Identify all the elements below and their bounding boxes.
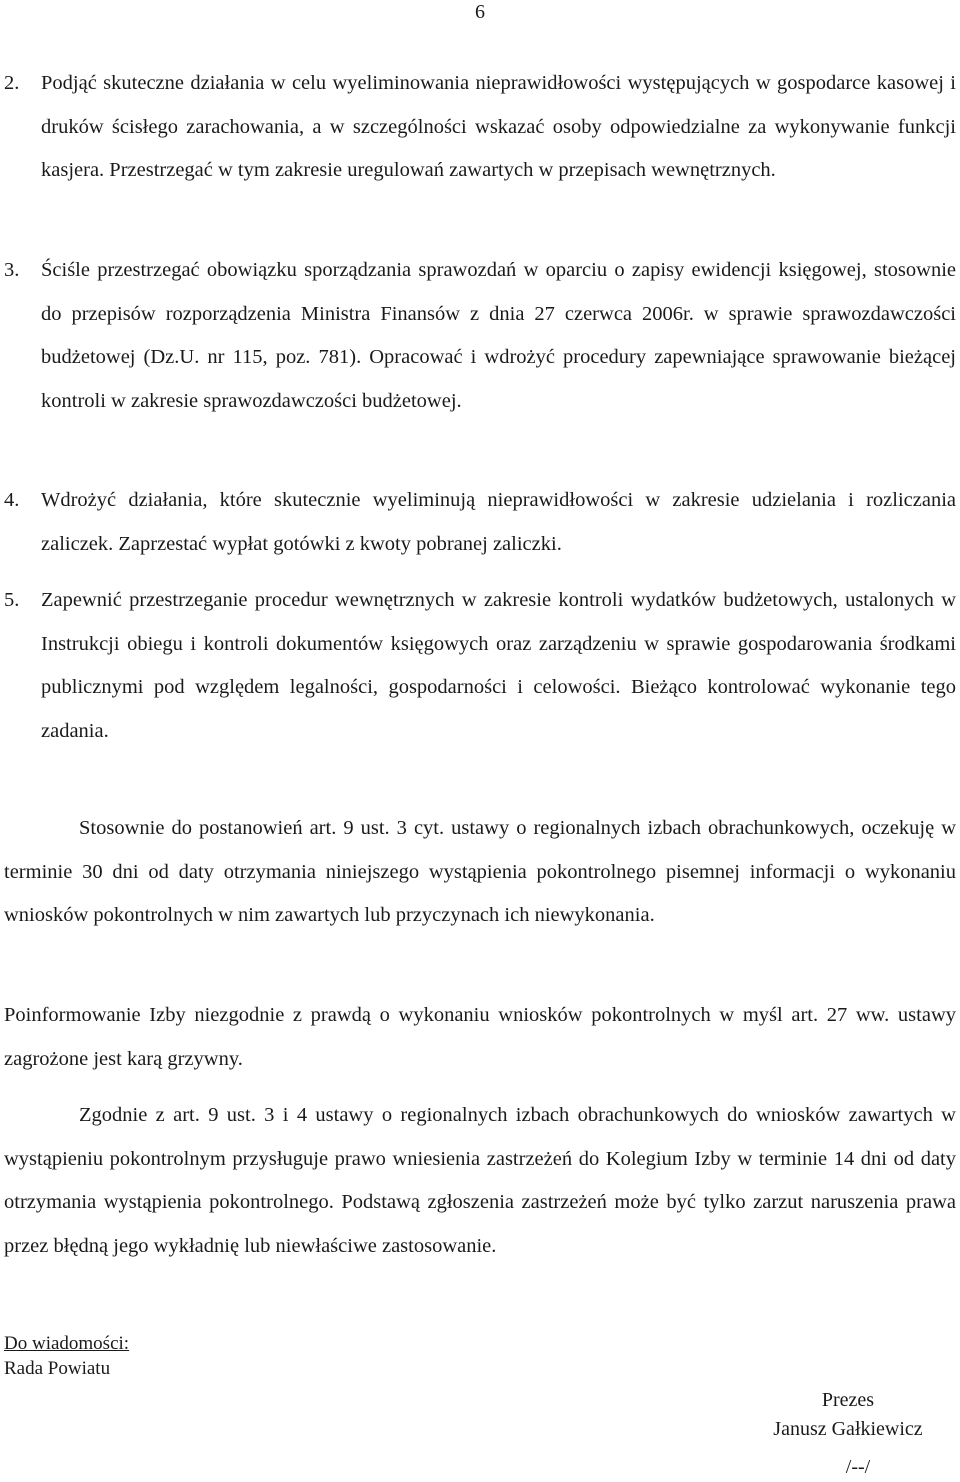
list-item-number: 4. <box>4 489 20 511</box>
distribution-heading: Do wiadomości: <box>4 1333 130 1354</box>
list-item-number: 5. <box>4 589 20 611</box>
list-item-text: Ściśle przestrzegać obowiązku sporządzania sprawozdań w oparciu o zapisy ewidencji księgowej, stosownie do przepisów rozporządzenia Ministra Finansów z dnia 27 czerwca 2006r. w sprawie sprawozdawczości budżetowej (Dz.U. nr 115, poz. 781). Opracować i wdrożyć procedury zapewniające sprawowanie bieżącej kontroli w zakresie sprawozdawczości budżetowej. <box>41 259 956 412</box>
paragraph-false-information-penalty: Poinformowanie Izby niezgodnie z prawdą o wykonaniu wniosków pokontrolnych w myśl art. 27 ww. ustawy zagrożone jest karą grzywny. <box>4 1004 956 1070</box>
distribution-recipient: Rada Powiatu <box>4 1358 111 1379</box>
paragraph-response-deadline: Stosownie do postanowień art. 9 ust. 3 cyt. ustawy o regionalnych izbach obrachunkowych, oczekuję w terminie 30 dni od daty otrzymania niniejszego wystąpienia pokontrolnego pisemnej informacji o wykonaniu wniosków pokontrolnych w nim zawartych lub przyczynach ich niewykonania. <box>4 817 956 926</box>
paragraph-objection-rights: Zgodnie z art. 9 ust. 3 i 4 ustawy o regionalnych izbach obrachunkowych do wniosków zawartych w wystąpieniu pokontrolnym przysługuje prawo wniesienia zastrzeżeń do Kolegium Izby w terminie 14 dni od daty otrzymania wystąpienia pokontrolnego. Podstawą zgłoszenia zastrzeżeń może być tylko zarzut naruszenia prawa przez błędną jego wykładnię lub niewłaściwe zastosowanie. <box>4 1104 956 1257</box>
list-item-text: Podjąć skuteczne działania w celu wyeliminowania nieprawidłowości występujących w gospodarce kasowej i druków ścisłego zarachowania, a w szczególności wskazać osoby odpowiedzialne za wykonywanie funkcji kasjera. Przestrzegać w tym zakresie uregulowań zawartych w przepisach wewnętrznych. <box>41 72 956 181</box>
list-item-text: Wdrożyć działania, które skutecznie wyeliminują nieprawidłowości w zakresie udzielania i rozliczania zaliczek. Zaprzestać wypłat gotówki z kwoty pobranej zaliczki. <box>41 489 956 555</box>
list-item-number: 3. <box>4 259 20 281</box>
signature-block <box>740 1386 956 1482</box>
distribution-list <box>4 1331 129 1381</box>
list-item <box>4 62 956 193</box>
signature-name: Janusz Gałkiewicz <box>773 1418 923 1440</box>
list-item-number: 2. <box>4 72 20 94</box>
list-item-text: Zapewnić przestrzeganie procedur wewnętrznych w zakresie kontroli wydatków budżetowych, ustalonych w Instrukcji obiegu i kontroli dokumentów księgowych oraz zarządzeniu w sprawie gospodarowania środkami publicznymi pod względem legalności, gospodarności i celowości. Bieżąco kontrolować wykonanie tego zadania. <box>41 589 956 742</box>
list-item <box>4 249 956 423</box>
signature-title: Prezes <box>821 1389 875 1411</box>
signature-mark: /--/ <box>845 1456 871 1478</box>
page-number: 6 <box>475 1 485 23</box>
list-item <box>4 579 956 753</box>
list-item <box>4 479 956 566</box>
